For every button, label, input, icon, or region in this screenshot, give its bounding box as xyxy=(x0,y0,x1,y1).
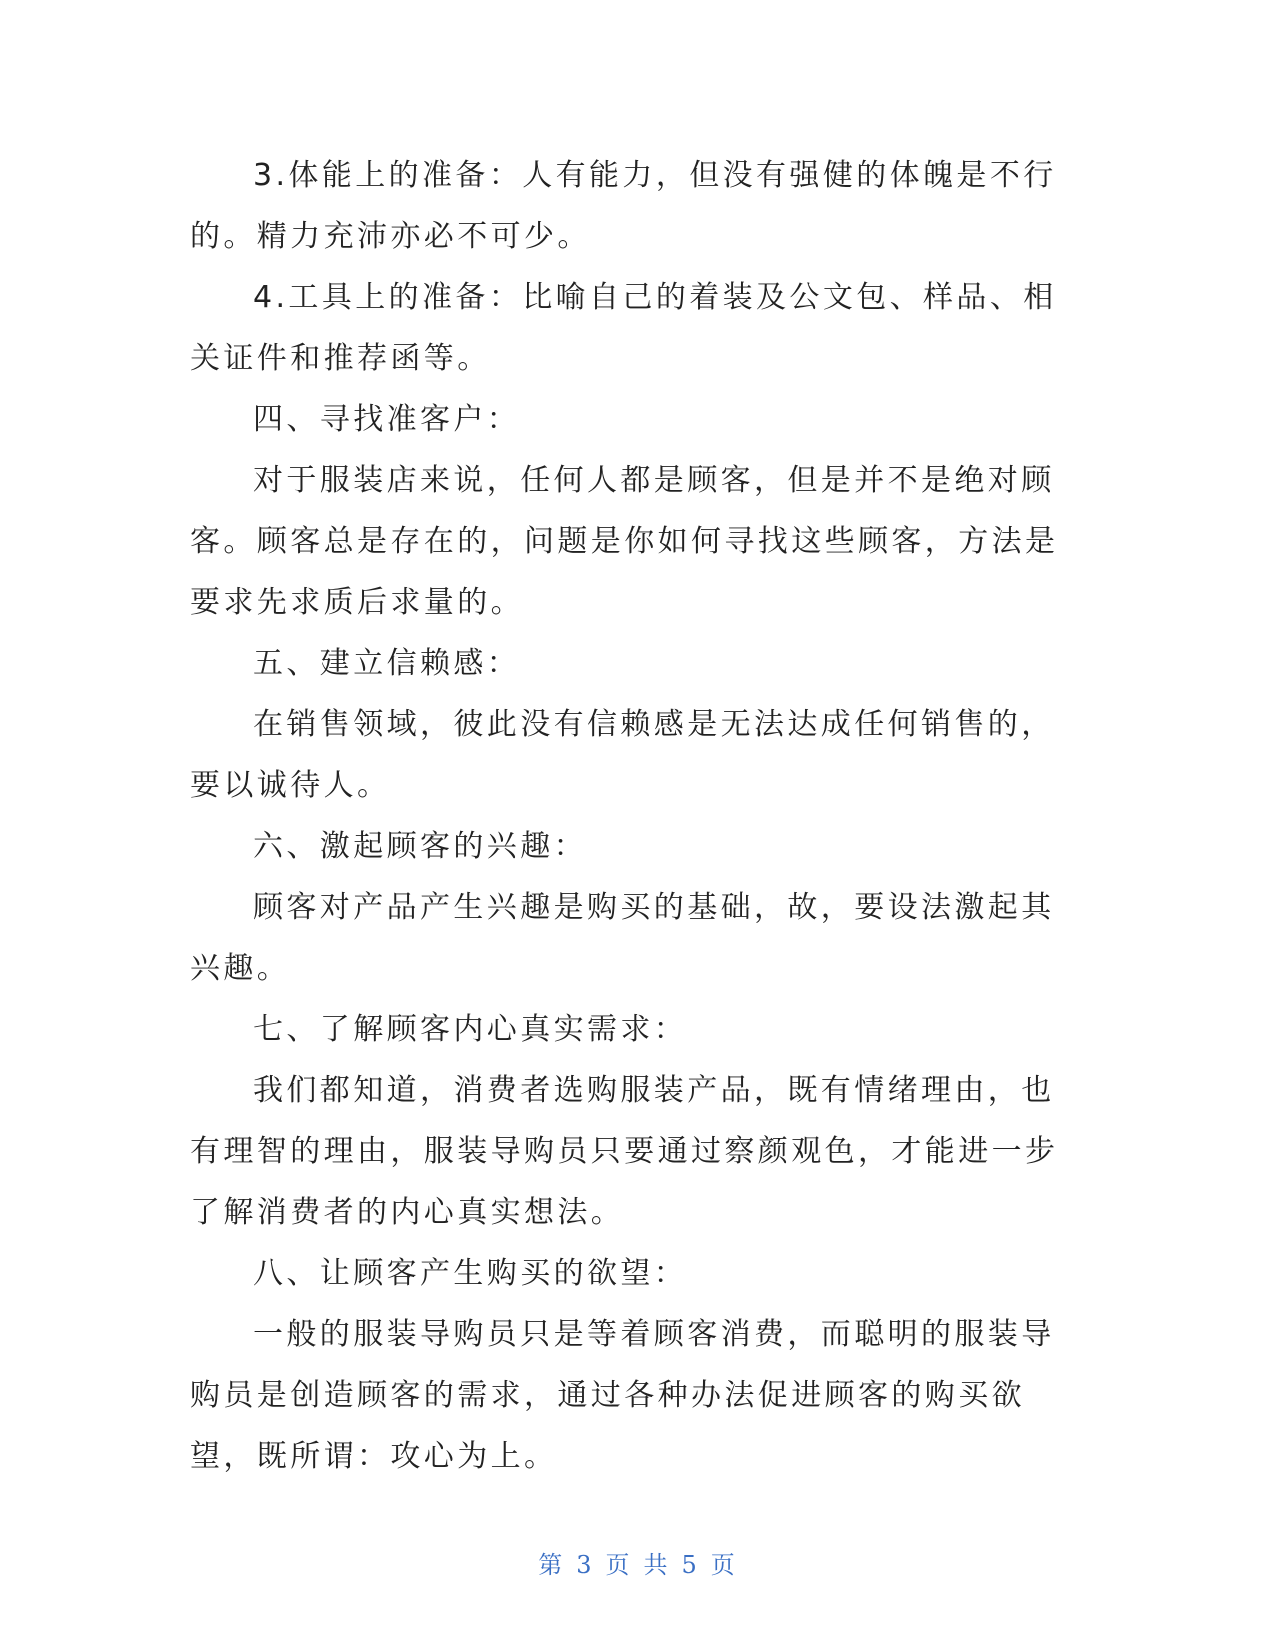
paragraph-tool-preparation: 4.工具上的准备：比喻自己的着装及公文包、样品、相关证件和推荐函等。 xyxy=(190,280,1057,376)
heading-find-customers: 四、寻找准客户： xyxy=(253,402,521,437)
heading-understand-needs: 七、了解顾客内心真实需求： xyxy=(253,1012,688,1047)
paragraph-purchase-desire: 一般的服装导购员只是等着顾客消费，而聪明的服装导购员是创造顾客的需求，通过各种办法促进顾客的购买欲望，既所谓：攻心为上。 xyxy=(190,1317,1055,1474)
footer-current-page: 3 xyxy=(576,1551,594,1579)
footer-page-word: 页 xyxy=(605,1551,632,1579)
paragraph-find-customers: 对于服装店来说，任何人都是顾客，但是并不是绝对顾客。顾客总是存在的，问题是你如何寻找这些顾客，方法是要求先求质后求量的。 xyxy=(190,463,1059,620)
heading-build-trust: 五、建立信赖感： xyxy=(253,646,521,681)
paragraph-understand-needs: 我们都知道，消费者选购服装产品，既有情绪理由，也有理智的理由，服装导购员只要通过察颜观色，才能进一步了解消费者的内心真实想法。 xyxy=(190,1073,1059,1230)
paragraph-physical-preparation: 3.体能上的准备：人有能力，但没有强健的体魄是不行的。精力充沛亦必不可少。 xyxy=(190,158,1057,254)
page-footer xyxy=(0,1545,1275,1580)
heading-arouse-interest: 六、激起顾客的兴趣： xyxy=(253,829,587,864)
paragraph-arouse-interest: 顾客对产品产生兴趣是购买的基础，故，要设法激起其兴趣。 xyxy=(190,890,1055,986)
footer-suffix: 页 xyxy=(710,1551,737,1579)
footer-total-word: 共 xyxy=(643,1551,670,1579)
document-body xyxy=(190,145,1070,1487)
footer-total-pages: 5 xyxy=(681,1551,699,1579)
heading-purchase-desire: 八、让顾客产生购买的欲望： xyxy=(253,1256,688,1291)
footer-prefix: 第 xyxy=(538,1551,565,1579)
paragraph-build-trust: 在销售领域，彼此没有信赖感是无法达成任何销售的，要以诚待人。 xyxy=(190,707,1055,803)
